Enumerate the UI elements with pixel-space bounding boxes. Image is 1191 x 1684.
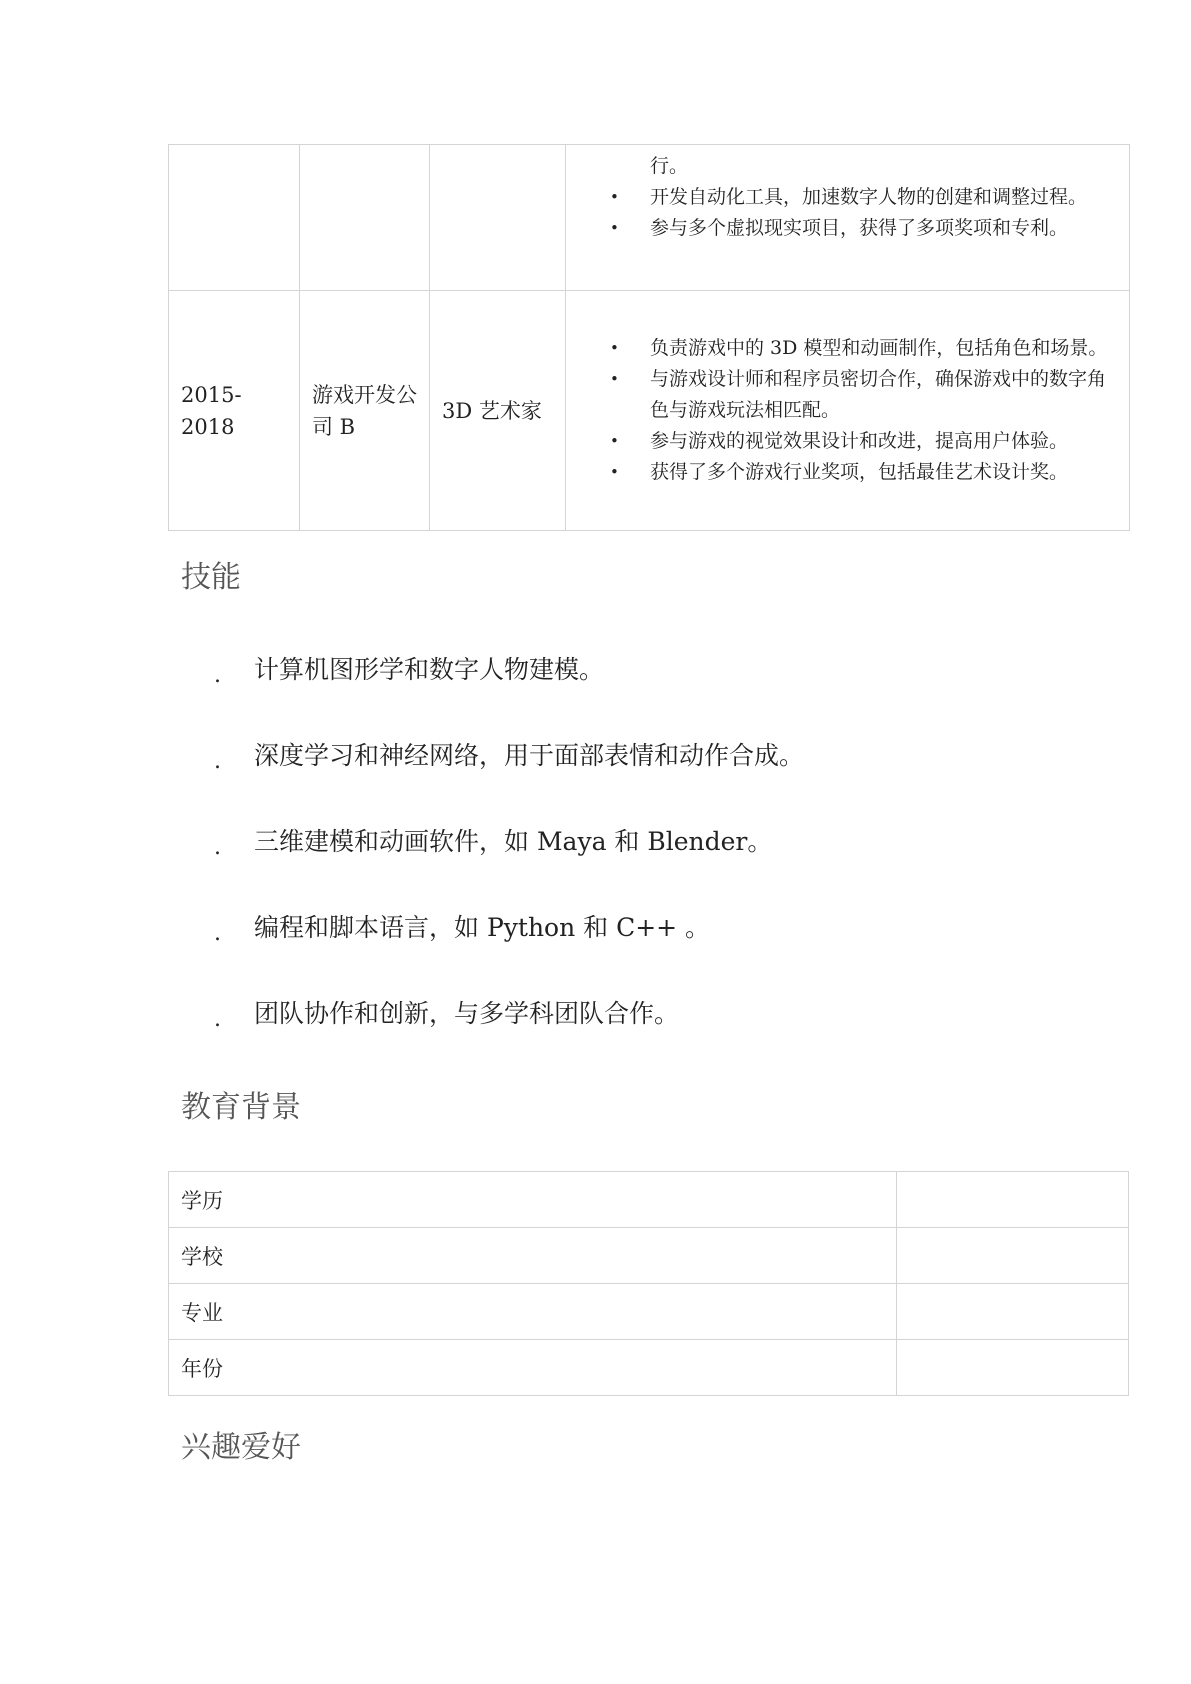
company-cell: 游戏开发公司 B: [300, 291, 430, 531]
bullet-icon: •: [610, 463, 619, 481]
education-heading: 教育背景: [181, 1090, 301, 1125]
bullet-icon: .: [214, 1007, 221, 1032]
education-value: [897, 1340, 1129, 1396]
education-table: [168, 1171, 1129, 1396]
position-cell: [430, 145, 566, 291]
bullet-icon: .: [214, 835, 221, 860]
company-cell: [300, 145, 430, 291]
table-row: [169, 145, 1130, 291]
list-item: • 获得了多个游戏行业奖项，包括最佳艺术设计奖。: [566, 457, 1115, 488]
bullet-icon: •: [610, 219, 619, 237]
skills-heading: 技能: [181, 560, 241, 595]
table-row: [169, 1228, 1129, 1284]
bullet-icon: •: [610, 339, 619, 357]
bullet-icon: .: [214, 921, 221, 946]
education-value: [897, 1172, 1129, 1228]
skill-item: . 编程和脚本语言，如 Python 和 C++ 。: [210, 908, 804, 994]
list-item: 行。: [650, 155, 689, 177]
education-label: 年份: [169, 1340, 897, 1396]
work-experience-table: [168, 144, 1130, 531]
bullet-icon: .: [214, 663, 221, 688]
education-label: 学历: [169, 1172, 897, 1228]
bullet-icon: •: [610, 188, 619, 206]
table-row: [169, 1284, 1129, 1340]
list-item: • 参与游戏的视觉效果设计和改进，提高用户体验。: [566, 426, 1115, 457]
period-cell: 2015-2018: [169, 291, 300, 531]
period-cell: [169, 145, 300, 291]
skill-item: . 团队协作和创新，与多学科团队合作。: [210, 994, 804, 1080]
table-row: [169, 291, 1130, 531]
list-item: • 负责游戏中的 3D 模型和动画制作，包括角色和场景。: [566, 333, 1115, 364]
bullet-icon: •: [610, 432, 619, 450]
bullet-icon: •: [610, 370, 619, 388]
skill-item: . 深度学习和神经网络，用于面部表情和动作合成。: [210, 736, 804, 822]
hobbies-heading: 兴趣爱好: [181, 1430, 301, 1465]
duties-cell: [566, 291, 1130, 531]
table-row: [169, 1172, 1129, 1228]
list-item: • 参与多个虚拟现实项目，获得了多项奖项和专利。: [566, 213, 1115, 244]
skill-item: . 三维建模和动画软件，如 Maya 和 Blender。: [210, 822, 804, 908]
position-cell: 3D 艺术家: [430, 291, 566, 531]
list-item: • 开发自动化工具，加速数字人物的创建和调整过程。: [566, 182, 1115, 213]
duties-list: [566, 151, 1129, 244]
bullet-icon: .: [214, 749, 221, 774]
duties-cell: [566, 145, 1130, 291]
skill-item: . 计算机图形学和数字人物建模。: [210, 650, 804, 736]
education-value: [897, 1284, 1129, 1340]
education-label: 学校: [169, 1228, 897, 1284]
education-label: 专业: [169, 1284, 897, 1340]
duties-list: [566, 333, 1129, 488]
education-value: [897, 1228, 1129, 1284]
list-item: • 与游戏设计师和程序员密切合作，确保游戏中的数字角色与游戏玩法相匹配。: [566, 364, 1115, 426]
table-row: [169, 1340, 1129, 1396]
skills-list: [210, 650, 804, 1080]
